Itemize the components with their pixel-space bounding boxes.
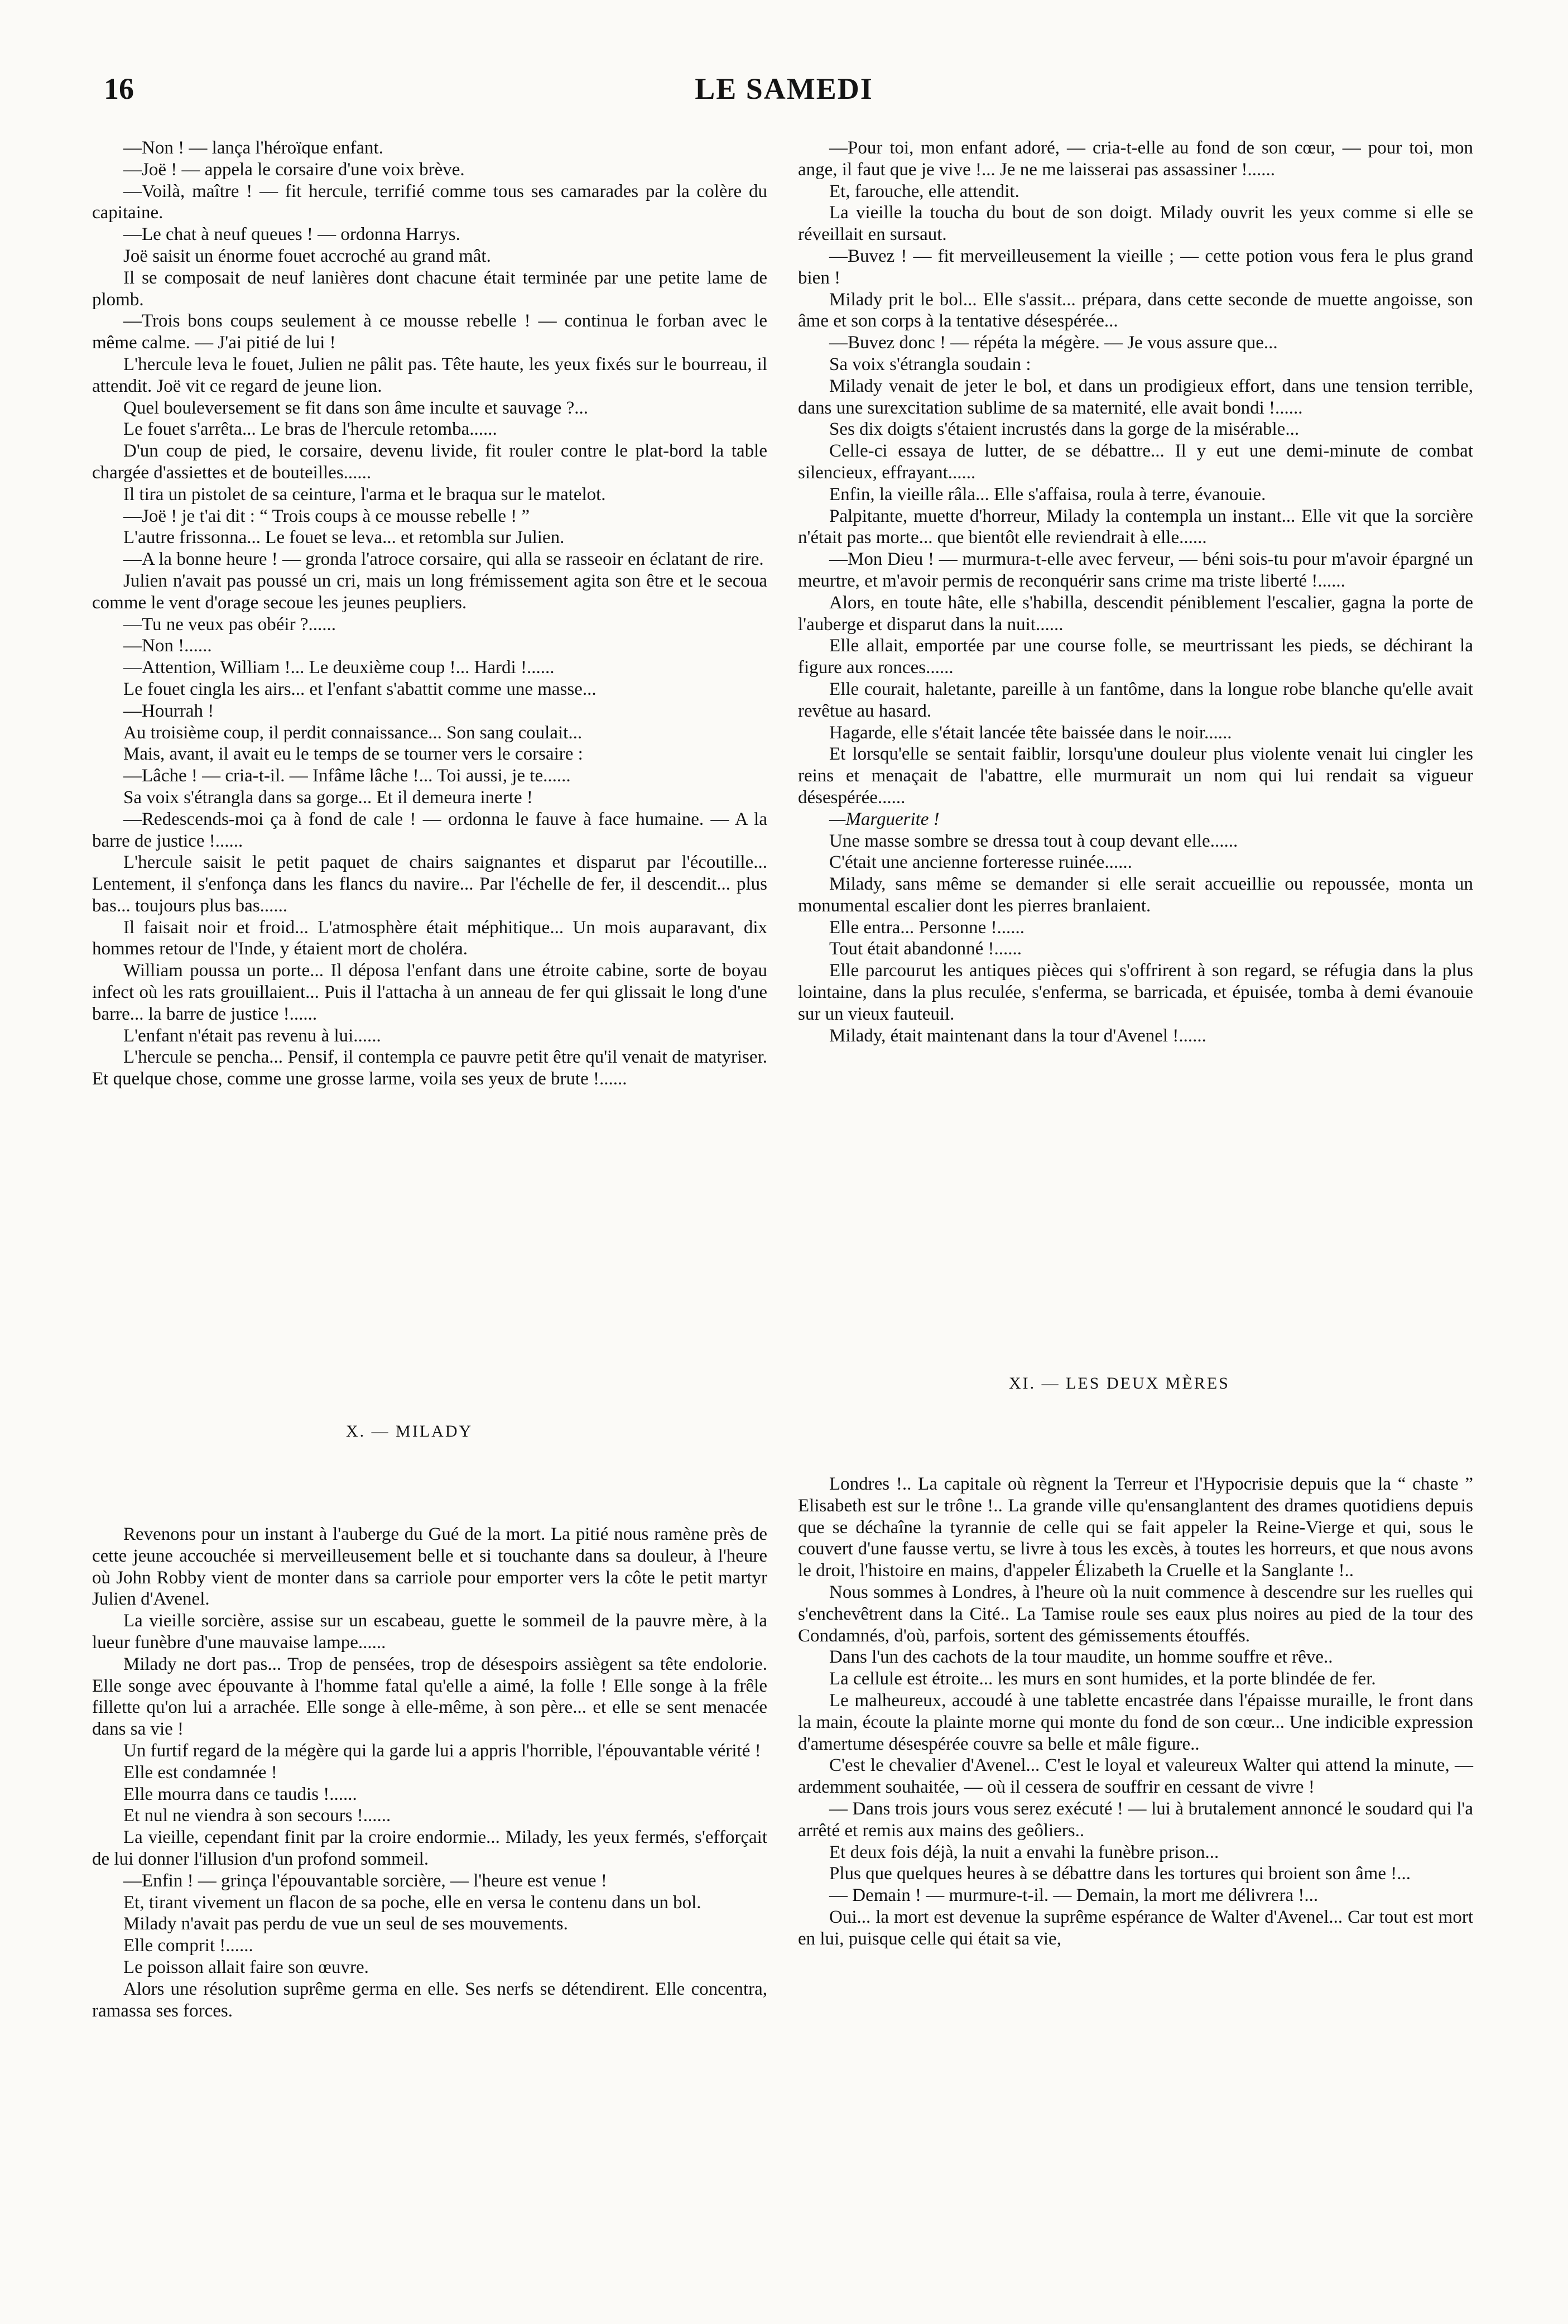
- paragraph: Sa voix s'étrangla soudain :: [829, 354, 1031, 374]
- paragraph: —Tu ne veux pas obéir ?......: [123, 614, 336, 635]
- paragraph: Il faisait noir et froid... L'atmosphère était méphitique... Un mois auparavant, dix hommes retour de l'Inde, y étaient mort de choléra.: [92, 917, 767, 959]
- paragraph: —Pour toi, mon enfant adoré, — cria-t-elle au fond de son cœur, — pour toi, mon ange, il faut que je vive !... Je ne me laisserai pas assassiner !......: [798, 138, 1473, 180]
- column-bottom-left: [92, 1524, 767, 2022]
- paragraph: Elle courait, haletante, pareille à un fantôme, dans la longue robe blanche qu'elle avait revêtue au hasard.: [798, 679, 1473, 721]
- paragraph: —Hourrah !: [123, 700, 214, 721]
- paragraph: Et, farouche, elle attendit.: [829, 181, 1019, 201]
- paragraph: Joë saisit un énorme fouet accroché au grand mât.: [123, 246, 491, 266]
- paragraph: C'est le chevalier d'Avenel... C'est le loyal et valeureux Walter qui attend la minute, — ardemment souhaitée, — où il cessera de souffrir en cessant de vivre !: [798, 1755, 1473, 1798]
- paragraph: Et lorsqu'elle se sentait faiblir, lorsqu'une douleur plus violente venait lui cingler les reins et menaçait de l'abattre, elle murmurait un nom qui lui rendait sa vigueur désespérée......: [798, 744, 1473, 808]
- paragraph: — Demain ! — murmure-t-il. — Demain, la mort me délivrera !...: [829, 1885, 1319, 1906]
- paragraph: Dans l'un des cachots de la tour maudite, un homme souffre et rêve..: [829, 1647, 1333, 1668]
- paragraph: Alors une résolution suprême germa en elle. Ses nerfs se détendirent. Elle concentra, ramassa ses forces.: [92, 1979, 767, 2021]
- paragraph: Nous sommes à Londres, à l'heure où la nuit commence à descendre sur les ruelles qui s'enchevêtrent dans la Cité.. La Tamise roule ses eaux plus noires au pied de la tour des Condamnés, d'où, parfois, sortent des gémissements étouffés.: [798, 1582, 1473, 1646]
- paragraph: —Buvez donc ! — répéta la mégère. — Je vous assure que...: [829, 333, 1278, 353]
- paragraph: Plus que quelques heures à se débattre dans les tortures qui broient son âme !...: [829, 1864, 1411, 1884]
- paragraph: —Trois bons coups seulement à ce mousse rebelle ! — continua le forban avec le même calme. — J'ai pitié de lui !: [92, 311, 767, 353]
- paragraph-italic: —Marguerite !: [829, 809, 940, 829]
- paragraph: Elle allait, emportée par une course folle, se meurtrissant les pieds, se déchirant la figure aux ronces......: [798, 636, 1473, 678]
- paragraph: —Attention, William !... Le deuxième coup !... Hardi !......: [123, 657, 555, 678]
- paragraph: Milady, était maintenant dans la tour d'Avenel !......: [829, 1025, 1206, 1046]
- paragraph: La cellule est étroite... les murs en sont humides, et la porte blindée de fer.: [829, 1669, 1376, 1689]
- paragraph: —Joë ! je t'ai dit : “ Trois coups à ce mousse rebelle ! ”: [123, 506, 530, 526]
- paragraph: Elle entra... Personne !......: [829, 917, 1025, 938]
- paragraph: Milady ne dort pas... Trop de pensées, trop de désespoirs assiègent sa tête endolorie. Elle songe avec épouvante à l'homme fatal qu'elle a aimé, la folle ! Elle songe à la frêle fillette qu'on lui a arrachée. Elle songe à elle-même, à son père... et elle se sent menacée dans sa vie !: [92, 1654, 767, 1740]
- paragraph: Celle-ci essaya de lutter, de se débattre... Il y eut une demi-minute de combat silencieux, effrayant......: [798, 441, 1473, 483]
- paragraph: Milady, sans même se demander si elle serait accueillie ou repoussée, monta un monumental escalier dont les pierres branlaient.: [798, 874, 1473, 916]
- paragraph: L'hercule saisit le petit paquet de chairs saignantes et disparut par l'écoutille... Lentement, il s'enfonça dans les flancs du navire... Par l'échelle de fer, il descendit... plus bas... toujours plus bas......: [92, 852, 767, 916]
- paragraph: Et deux fois déjà, la nuit a envahi la funèbre prison...: [829, 1842, 1219, 1862]
- paragraph: Il se composait de neuf lanières dont chacune était terminée par une petite lame de plomb.: [92, 267, 767, 310]
- paragraph: Au troisième coup, il perdit connaissance... Son sang coulait...: [123, 722, 583, 743]
- paragraph: La vieille la toucha du bout de son doigt. Milady ouvrit les yeux comme si elle se réveillait en sursaut.: [798, 203, 1473, 245]
- paragraph: Sa voix s'étrangla dans sa gorge... Et il demeura inerte !: [123, 787, 533, 808]
- paragraph: Revenons pour un instant à l'auberge du Gué de la mort. La pitié nous ramène près de cette jeune accouchée si merveilleusement belle et si touchante dans sa douleur, à l'heure où John Robby vient de monter dans sa carriole pour emporter vers la côte le petit martyr Julien d'Avenel.: [92, 1524, 767, 1610]
- chapter-xi-heading: XI. — LES DEUX MÈRES: [1009, 1374, 1230, 1393]
- paragraph: Le malheureux, accoudé à une tablette encastrée dans l'épaisse muraille, le front dans la main, écoute la plainte morne qui monte du fond de son cœur... Une indicible expression d'amertume désespérée couvre sa belle et mâle figure..: [798, 1690, 1473, 1754]
- paragraph: L'hercule se pencha... Pensif, il contempla ce pauvre petit être qu'il venait de matyriser. Et quelque chose, comme une grosse larme, voila ses yeux de brute !......: [92, 1047, 767, 1089]
- paragraph: Tout était abandonné !......: [829, 939, 1022, 959]
- paragraph: L'hercule leva le fouet, Julien ne pâlit pas. Tête haute, les yeux fixés sur le bourreau, il attendit. Joë vit ce regard de jeune lion.: [92, 354, 767, 396]
- paragraph: Elle comprit !......: [123, 1936, 253, 1956]
- paragraph: —Le chat à neuf queues ! — ordonna Harrys.: [123, 224, 460, 245]
- paragraph: —Non ! — lança l'héroïque enfant.: [123, 138, 383, 158]
- paragraph: Le fouet s'arrêta... Le bras de l'hercule retomba......: [123, 419, 497, 440]
- column-top-right: [798, 137, 1473, 1046]
- paragraph: Le poisson allait faire son œuvre.: [123, 1957, 369, 1977]
- paragraph: Et nul ne viendra à son secours !......: [123, 1806, 391, 1826]
- paragraph: Milady venait de jeter le bol, et dans un prodigieux effort, dans une tension terrible, dans une surexcitation sublime de sa maternité, elle avait bondi !......: [798, 376, 1473, 418]
- paragraph: Julien n'avait pas poussé un cri, mais un long frémissement agita son être et le secoua comme le vent d'orage secoue les jeunes peupliers.: [92, 570, 767, 613]
- paragraph: Alors, en toute hâte, elle s'habilla, descendit péniblement l'escalier, gagna la porte de l'auberge et disparut dans la nuit......: [798, 592, 1473, 635]
- paragraph: Il tira un pistolet de sa ceinture, l'arma et le braqua sur le matelot.: [123, 484, 606, 505]
- paragraph: Elle est condamnée !: [123, 1762, 277, 1783]
- chapter-x-heading: X. — MILADY: [346, 1422, 473, 1441]
- paragraph: Enfin, la vieille râla... Elle s'affaisa, roula à terre, évanouie.: [829, 484, 1266, 505]
- column-bottom-right: [798, 1473, 1473, 1950]
- paragraph: —Lâche ! — cria-t-il. — Infâme lâche !... Toi aussi, je te......: [123, 766, 571, 786]
- paragraph: Hagarde, elle s'était lancée tête baissée dans le noir......: [829, 722, 1232, 743]
- paragraph: William poussa un porte... Il déposa l'enfant dans une étroite cabine, sorte de boyau infect où les rats grouillaient... Puis il l'attacha à un anneau de fer qui glissait le long d'une barre... la barre de justice !......: [92, 961, 767, 1024]
- paragraph: — Dans trois jours vous serez exécuté ! — lui à brutalement annoncé le soudard qui l'a arrêté et remis aux mains des geôliers..: [798, 1798, 1473, 1841]
- column-top-left: [92, 137, 767, 1090]
- paragraph: Oui... la mort est devenue la suprême espérance de Walter d'Avenel... Car tout est mort en lui, puisque celle qui était sa vie,: [798, 1907, 1473, 1949]
- paragraph: —Voilà, maître ! — fit hercule, terrifié comme tous ses camarades par la colère du capitaine.: [92, 181, 767, 223]
- paragraph: —Joë ! — appela le corsaire d'une voix brève.: [123, 159, 465, 180]
- paragraph: —Buvez ! — fit merveilleusement la vieille ; — cette potion vous fera le plus grand bien !: [798, 246, 1473, 288]
- paragraph: Elle mourra dans ce taudis !......: [123, 1784, 357, 1804]
- paragraph: L'enfant n'était pas revenu à lui......: [123, 1025, 381, 1046]
- paragraph: —A la bonne heure ! — gronda l'atroce corsaire, qui alla se rasseoir en éclatant de rire.: [123, 549, 764, 570]
- journal-title: LE SAMEDI: [695, 72, 873, 105]
- paragraph: Une masse sombre se dressa tout à coup devant elle......: [829, 830, 1238, 851]
- page-number: 16: [104, 72, 134, 105]
- paragraph: Milady prit le bol... Elle s'assit... prépara, dans cette seconde de muette angoisse, son âme et son corps à la tentative désespérée...: [798, 289, 1473, 332]
- paragraph: Milady n'avait pas perdu de vue un seul de ses mouvements.: [123, 1914, 568, 1934]
- paragraph: Mais, avant, il avait eu le temps de se tourner vers le corsaire :: [123, 744, 583, 765]
- paragraph: Palpitante, muette d'horreur, Milady la contempla un instant... Elle vit que la sorcière n'était pas morte... que bientôt elle reviendrait à elle......: [798, 506, 1473, 548]
- paragraph: —Enfin ! — grinça l'épouvantable sorcière, — l'heure est venue !: [123, 1870, 607, 1891]
- paragraph: Londres !.. La capitale où règnent la Terreur et l'Hypocrisie depuis que la “ chaste ” Elisabeth est sur le trône !.. La grande ville qu'ensanglantent des drames quotidiens depuis que se déchaîne la tyrannie de celle qui se fait appeler la Reine-Vierge et qui, sous le couvert d'une fausse vertu, se livre à tous les excès, à toutes les horreurs, et que nous avons le droit, l'histoire en mains, d'appeler Élizabeth la Cruelle et la Sanglante !..: [798, 1474, 1473, 1581]
- paragraph: —Non !......: [123, 636, 212, 656]
- paragraph: Elle parcourut les antiques pièces qui s'offrirent à son regard, se réfugia dans la plus lointaine, dans la plus reculée, s'enferma, se barricada, et épuisée, tomba à demi évanouie sur un vieux fauteuil.: [798, 961, 1473, 1024]
- paragraph: —Mon Dieu ! — murmura-t-elle avec ferveur, — béni sois-tu pour m'avoir épargné un meurtre, et m'avoir permis de reconquérir sans crime ma triste liberté !......: [798, 549, 1473, 591]
- paragraph: Quel bouleversement se fit dans son âme inculte et sauvage ?...: [123, 397, 588, 418]
- paragraph: La vieille, cependant finit par la croire endormie... Milady, les yeux fermés, s'efforçait de lui donner l'illusion d'un profond sommeil.: [92, 1827, 767, 1869]
- paragraph: La vieille sorcière, assise sur un escabeau, guette le sommeil de la pauvre mère, à la lueur funèbre d'une mauvaise lampe......: [92, 1611, 767, 1653]
- paragraph: —Redescends-moi ça à fond de cale ! — ordonna le fauve à face humaine. — A la barre de justice !......: [92, 809, 767, 851]
- paragraph: Ses dix doigts s'étaient incrustés dans la gorge de la misérable...: [829, 419, 1300, 440]
- paragraph: L'autre frissonna... Le fouet se leva... et retombla sur Julien.: [123, 527, 565, 548]
- paragraph: D'un coup de pied, le corsaire, devenu livide, fit rouler contre le plat-bord la table chargée d'assiettes et de bouteilles......: [92, 441, 767, 483]
- paragraph: C'était une ancienne forteresse ruinée......: [829, 852, 1132, 873]
- paragraph: Le fouet cingla les airs... et l'enfant s'abattit comme une masse...: [123, 679, 597, 699]
- paragraph: Un furtif regard de la mégère qui la garde lui a appris l'horrible, l'épouvantable vérité !: [123, 1740, 761, 1761]
- paragraph: Et, tirant vivement un flacon de sa poche, elle en versa le contenu dans un bol.: [123, 1892, 701, 1913]
